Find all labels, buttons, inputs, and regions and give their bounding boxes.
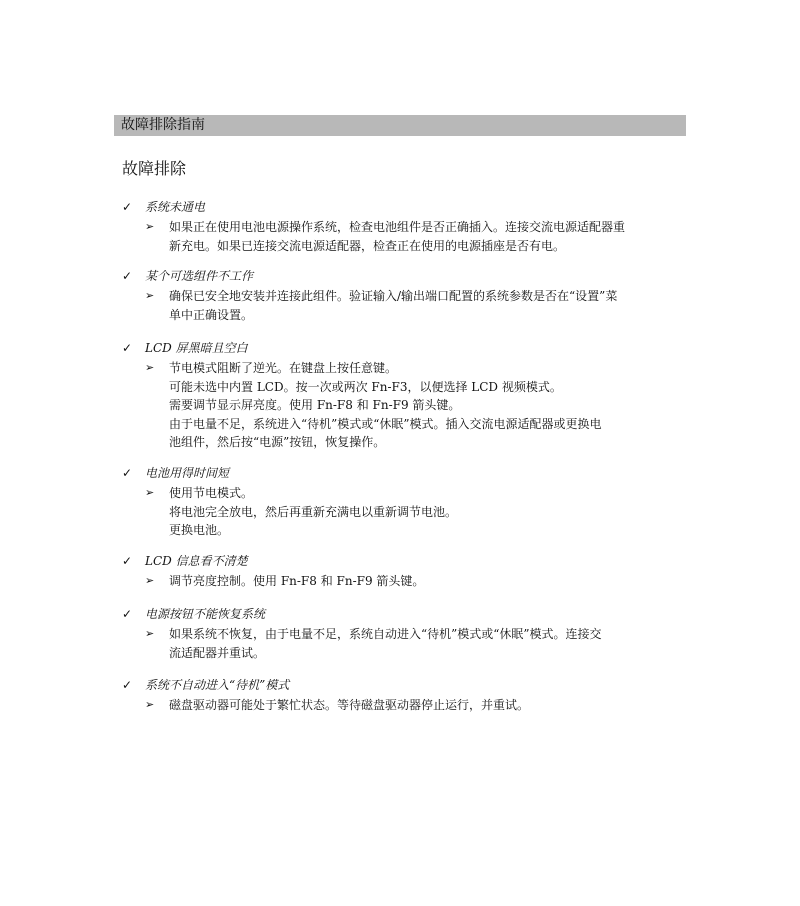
bullet-line: 节电模式阻断了逆光。在键盘上按任意键。 (169, 361, 398, 375)
issue-title: LCD 信息看不清楚 (145, 554, 248, 568)
arrow-bullet-icon: ➢ (145, 698, 155, 711)
check-icon: ✓ (122, 554, 133, 568)
arrow-bullet-icon: ➢ (145, 361, 155, 374)
bullet-line: 单中正确设置。 (169, 307, 254, 322)
arrow-bullet-icon: ➢ (145, 627, 155, 640)
bullet-line: 需要调节显示屏亮度。使用 Fn-F8 和 Fn-F9 箭头键。 (169, 398, 461, 413)
issue-bullet (122, 218, 692, 255)
section-title: 故障排除 (122, 159, 187, 178)
issue-bullet (122, 572, 692, 591)
issue-bullet (122, 287, 692, 324)
bullet-line: 更换电池。 (169, 523, 230, 538)
issue-title: 电池用得时间短 (145, 466, 230, 480)
arrow-bullet-icon: ➢ (145, 220, 155, 233)
bullet-line: 新充电。如果已连接交流电源适配器，检查正在使用的电源插座是否有电。 (169, 238, 566, 253)
issue-title: 系统不自动进入“待机”模式 (145, 678, 290, 692)
issue-title: LCD 屏黑暗且空白 (145, 341, 248, 355)
check-icon: ✓ (122, 678, 133, 692)
issue-item (122, 606, 692, 662)
bullet-line: 可能未选中内置 LCD。按一次或两次 Fn-F3，以便选择 LCD 视频模式。 (169, 379, 562, 394)
bullet-line: 由于电量不足，系统进入“待机”模式或“休眠”模式。插入交流电源适配器或更换电 (169, 416, 602, 431)
issue-bullet (122, 359, 692, 452)
check-icon: ✓ (122, 466, 133, 480)
issue-item (122, 199, 692, 255)
bullet-line: 池组件，然后按“电源”按钮，恢复操作。 (169, 435, 386, 450)
issue-bullet (122, 484, 692, 540)
issue-title: 系统未通电 (145, 200, 206, 214)
guide-header-title: 故障排除指南 (121, 117, 205, 133)
guide-header-bar (114, 115, 686, 136)
check-icon: ✓ (122, 200, 133, 214)
bullet-line: 将电池完全放电，然后再重新充满电以重新调节电池。 (169, 504, 458, 519)
issue-bullet (122, 625, 692, 662)
check-icon: ✓ (122, 607, 133, 621)
bullet-line: 流适配器并重试。 (169, 645, 266, 660)
issue-item (122, 268, 692, 324)
issue-item (122, 677, 692, 715)
bullet-line: 确保已安全地安装并连接此组件。验证输入/输出端口配置的系统参数是否在“设置”菜 (169, 289, 618, 303)
bullet-line: 如果系统不恢复，由于电量不足，系统自动进入“待机”模式或“休眠”模式。连接交 (169, 627, 602, 641)
issue-title: 某个可选组件不工作 (145, 269, 254, 283)
issue-item (122, 465, 692, 540)
bullet-line: 如果正在使用电池电源操作系统，检查电池组件是否正确插入。连接交流电源适配器重 (169, 220, 626, 234)
issue-item (122, 340, 692, 452)
issue-bullet (122, 696, 692, 715)
bullet-line: 使用节电模式。 (169, 486, 254, 500)
issue-title: 电源按钮不能恢复系统 (145, 607, 266, 621)
arrow-bullet-icon: ➢ (145, 486, 155, 499)
bullet-line: 调节亮度控制。使用 Fn-F8 和 Fn-F9 箭头键。 (169, 574, 425, 588)
check-icon: ✓ (122, 341, 133, 355)
arrow-bullet-icon: ➢ (145, 289, 155, 302)
arrow-bullet-icon: ➢ (145, 574, 155, 587)
issue-item (122, 553, 692, 591)
bullet-line: 磁盘驱动器可能处于繁忙状态。等待磁盘驱动器停止运行，并重试。 (169, 698, 530, 712)
check-icon: ✓ (122, 269, 133, 283)
